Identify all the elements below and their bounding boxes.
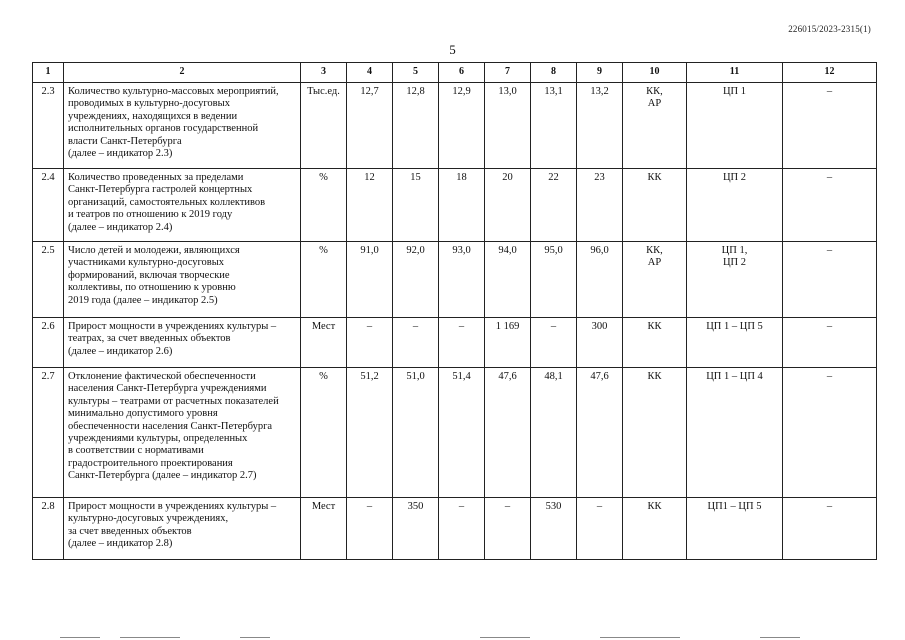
table-row xyxy=(33,242,877,318)
column-header: 4 xyxy=(347,63,393,83)
row-id: 2.8 xyxy=(33,498,64,560)
row-id: 2.5 xyxy=(33,242,64,318)
row-note: – xyxy=(783,318,877,368)
row-value: – xyxy=(347,318,393,368)
document-number: 226015/2023-2315(1) xyxy=(788,24,871,34)
row-value: 51,4 xyxy=(439,368,485,498)
row-note: – xyxy=(783,169,877,242)
indicators-table xyxy=(32,62,877,560)
row-note: – xyxy=(783,368,877,498)
row-value: 95,0 xyxy=(531,242,577,318)
scan-edge-marks xyxy=(0,632,905,638)
table-row xyxy=(33,498,877,560)
row-source: КК xyxy=(623,368,687,498)
row-id: 2.7 xyxy=(33,368,64,498)
row-value: – xyxy=(347,498,393,560)
row-value: 22 xyxy=(531,169,577,242)
row-id: 2.3 xyxy=(33,83,64,169)
column-header: 5 xyxy=(393,63,439,83)
row-value: 13,2 xyxy=(577,83,623,169)
row-value: 18 xyxy=(439,169,485,242)
row-value: 15 xyxy=(393,169,439,242)
row-value: 23 xyxy=(577,169,623,242)
table-row xyxy=(33,83,877,169)
row-unit: Тыс.ед. xyxy=(301,83,347,169)
column-header: 1 xyxy=(33,63,64,83)
column-header: 8 xyxy=(531,63,577,83)
column-header: 11 xyxy=(687,63,783,83)
column-header: 6 xyxy=(439,63,485,83)
row-unit: Мест xyxy=(301,318,347,368)
row-value: 47,6 xyxy=(485,368,531,498)
row-target: ЦП 1 xyxy=(687,83,783,169)
table-row xyxy=(33,169,877,242)
row-description: Количество проведенных за пределами Санкт-Петербурга гастролей концертных организаций, самостоятельных коллективов и театров по отношению к 2019 году (далее – индикатор 2.4) xyxy=(64,169,301,242)
row-value: 530 xyxy=(531,498,577,560)
row-value: 13,1 xyxy=(531,83,577,169)
row-unit: Мест xyxy=(301,498,347,560)
row-value: 96,0 xyxy=(577,242,623,318)
row-id: 2.4 xyxy=(33,169,64,242)
row-value: 12,9 xyxy=(439,83,485,169)
table-header-row xyxy=(33,63,877,83)
page-number: 5 xyxy=(449,42,456,57)
row-target: ЦП 1, ЦП 2 xyxy=(687,242,783,318)
row-description: Прирост мощности в учреждениях культуры – культурно-досуговых учреждениях, за счет введенных объектов (далее – индикатор 2.8) xyxy=(64,498,301,560)
row-value: 12,7 xyxy=(347,83,393,169)
column-header: 9 xyxy=(577,63,623,83)
column-header: 2 xyxy=(64,63,301,83)
row-note: – xyxy=(783,498,877,560)
row-value: 350 xyxy=(393,498,439,560)
column-header: 10 xyxy=(623,63,687,83)
row-unit: % xyxy=(301,368,347,498)
row-value: 20 xyxy=(485,169,531,242)
row-description: Отклонение фактической обеспеченности населения Санкт-Петербурга учреждениями культуры – театрами от расчетных показателей минимально допустимого уровня обеспеченности населения Санкт-Петербурга учреждениями культуры, определенных в соответствии с нормативами градостроительного проектирования Санкт-Петербурга (далее – индикатор 2.7) xyxy=(64,368,301,498)
row-value: – xyxy=(439,498,485,560)
row-value: – xyxy=(531,318,577,368)
row-id: 2.6 xyxy=(33,318,64,368)
row-value: 51,2 xyxy=(347,368,393,498)
row-value: 12 xyxy=(347,169,393,242)
row-value: 94,0 xyxy=(485,242,531,318)
row-unit: % xyxy=(301,169,347,242)
row-unit: % xyxy=(301,242,347,318)
row-description: Число детей и молодежи, являющихся участниками культурно-досуговых формирований, включая творческие коллективы, по отношению к уровню 2019 года (далее – индикатор 2.5) xyxy=(64,242,301,318)
row-value: 48,1 xyxy=(531,368,577,498)
row-target: ЦП 1 – ЦП 5 xyxy=(687,318,783,368)
row-value: 92,0 xyxy=(393,242,439,318)
table-row xyxy=(33,368,877,498)
row-value: 13,0 xyxy=(485,83,531,169)
column-header: 3 xyxy=(301,63,347,83)
column-header: 7 xyxy=(485,63,531,83)
row-description: Прирост мощности в учреждениях культуры – театрах, за счет введенных объектов (далее – индикатор 2.6) xyxy=(64,318,301,368)
row-value: 47,6 xyxy=(577,368,623,498)
row-source: КК xyxy=(623,318,687,368)
row-value: 300 xyxy=(577,318,623,368)
row-description: Количество культурно-массовых мероприятий, проводимых в культурно-досуговых учреждениях, находящихся в ведении исполнительных органов государственной власти Санкт-Петербурга (далее – индикатор 2.3) xyxy=(64,83,301,169)
row-note: – xyxy=(783,83,877,169)
row-target: ЦП 1 – ЦП 4 xyxy=(687,368,783,498)
row-value: – xyxy=(577,498,623,560)
row-source: КК, АР xyxy=(623,83,687,169)
row-value: 51,0 xyxy=(393,368,439,498)
row-target: ЦП 2 xyxy=(687,169,783,242)
column-header: 12 xyxy=(783,63,877,83)
row-target: ЦП1 – ЦП 5 xyxy=(687,498,783,560)
row-value: 91,0 xyxy=(347,242,393,318)
table-row xyxy=(33,318,877,368)
row-source: КК xyxy=(623,169,687,242)
row-value: – xyxy=(485,498,531,560)
row-value: – xyxy=(393,318,439,368)
row-value: 93,0 xyxy=(439,242,485,318)
row-value: 1 169 xyxy=(485,318,531,368)
row-value: 12,8 xyxy=(393,83,439,169)
row-source: КК, АР xyxy=(623,242,687,318)
row-source: КК xyxy=(623,498,687,560)
row-value: – xyxy=(439,318,485,368)
row-note: – xyxy=(783,242,877,318)
